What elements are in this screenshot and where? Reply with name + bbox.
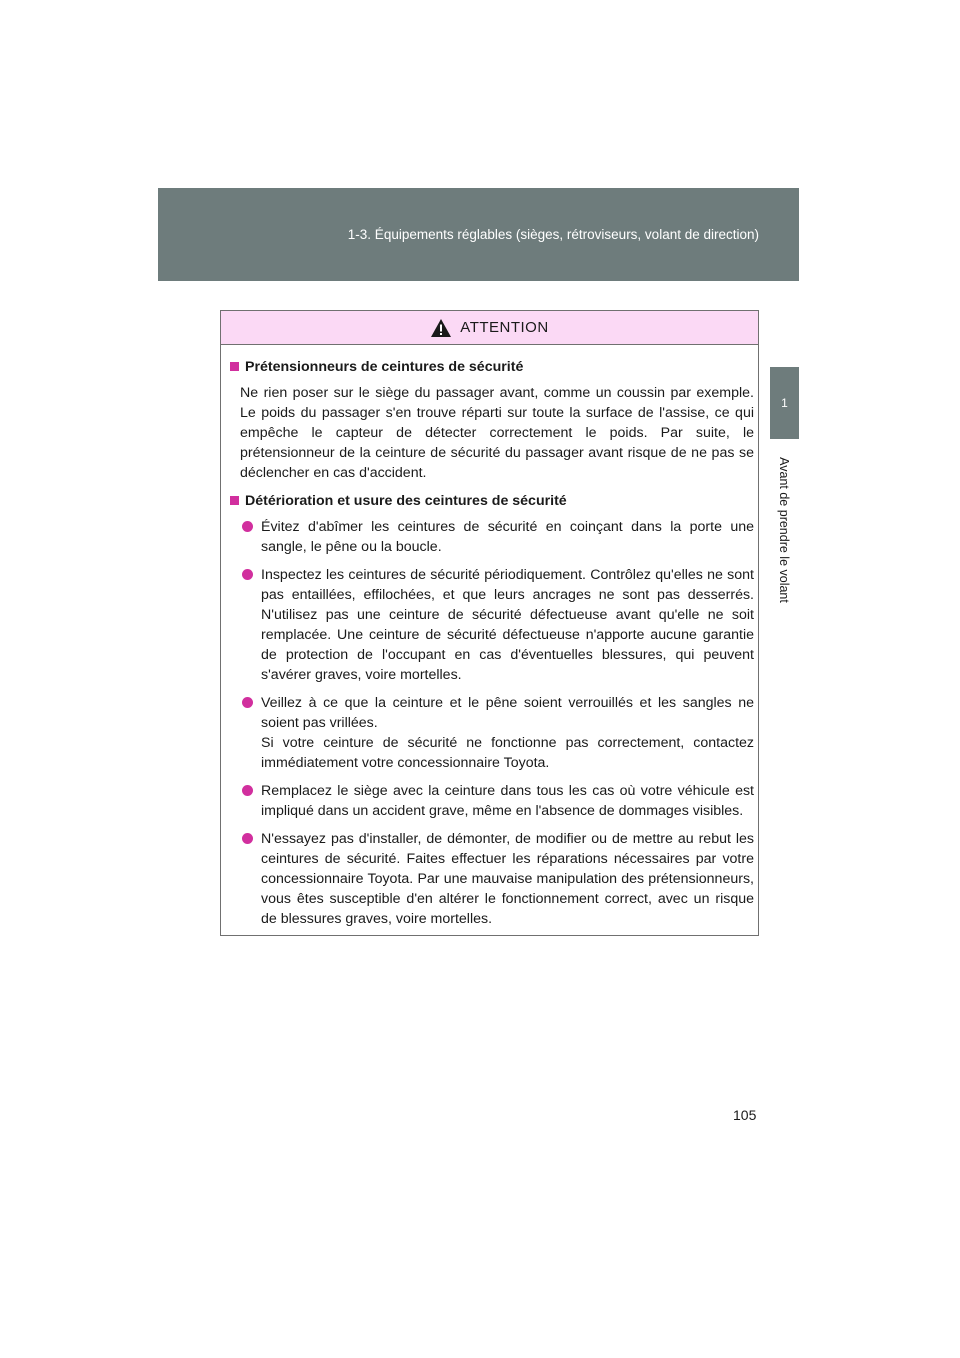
circle-bullet-icon [242, 833, 253, 844]
section-heading: Prétensionneurs de ceintures de sécurité [230, 357, 754, 377]
page-number: 105 [733, 1107, 757, 1123]
list-item: Évitez d'abîmer les ceintures de sécurité en coinçant dans la porte une sangle, le pêne ou la boucle. [242, 517, 754, 557]
circle-bullet-icon [242, 521, 253, 532]
list-item: Veillez à ce que la ceinture et le pêne soient verrouillés et les sangles ne soient pas vrillées. Si votre ceinture de sécurité ne fonctionne pas correctement, contactez immédiatement votre concessionnaire Toyota. [242, 693, 754, 773]
list-item: N'essayez pas d'installer, de démonter, de modifier ou de mettre au rebut les ceintures de sécurité. Faites effectuer les réparations nécessaires par votre concessionnaire Toyota. Par une mauvaise manipulation des prétensionneurs, vous êtes susceptible d'en altérer le fonctionnement correct, avec un risque de blessures graves, voire mortelles. [242, 829, 754, 929]
section-heading: Détérioration et usure des ceintures de sécurité [230, 491, 754, 511]
square-bullet-icon [230, 362, 239, 371]
circle-bullet-icon [242, 569, 253, 580]
section-paragraph: Ne rien poser sur le siège du passager avant, comme un coussin par exemple. Le poids du passager s'en trouve réparti sur toute la surface de l'assise, ce qui empêche le capteur de détecter correctement le poids. Par suite, le prétensionneur de la ceinture de sécurité du passager avant risque de ne pas se déclencher en cas d'accident. [240, 385, 754, 481]
chapter-number: 1 [781, 396, 788, 410]
section-title: 1-3. Équipements réglables (sièges, rétroviseurs, volant de direction) [347, 227, 759, 242]
chapter-tab [770, 367, 799, 439]
warning-box [220, 310, 759, 936]
circle-bullet-icon [242, 697, 253, 708]
warning-body [221, 345, 758, 929]
warning-title: ATTENTION [460, 319, 549, 336]
header-band [158, 188, 799, 281]
chapter-label: Avant de prendre le volant [777, 457, 791, 603]
list-item: Inspectez les ceintures de sécurité périodiquement. Contrôlez qu'elles ne sont pas entaillées, effilochées, et que leurs ancrages ne sont pas desserrés. N'utilisez pas une ceinture de sécurité défectueuse avant qu'elle ne soit remplacée. Une ceinture de sécurité défectueuse n'apporte aucune garantie de protection de l'occupant en cas d'éventuelles blessures, qui peuvent s'avérer graves, voire mortelles. [242, 565, 754, 685]
square-bullet-icon [230, 496, 239, 505]
warning-triangle-icon [430, 318, 452, 338]
list-item: Remplacez le siège avec la ceinture dans tous les cas où votre véhicule est impliqué dans un accident grave, même en l'absence de dommages visibles. [242, 781, 754, 821]
warning-header [221, 311, 758, 345]
circle-bullet-icon [242, 785, 253, 796]
